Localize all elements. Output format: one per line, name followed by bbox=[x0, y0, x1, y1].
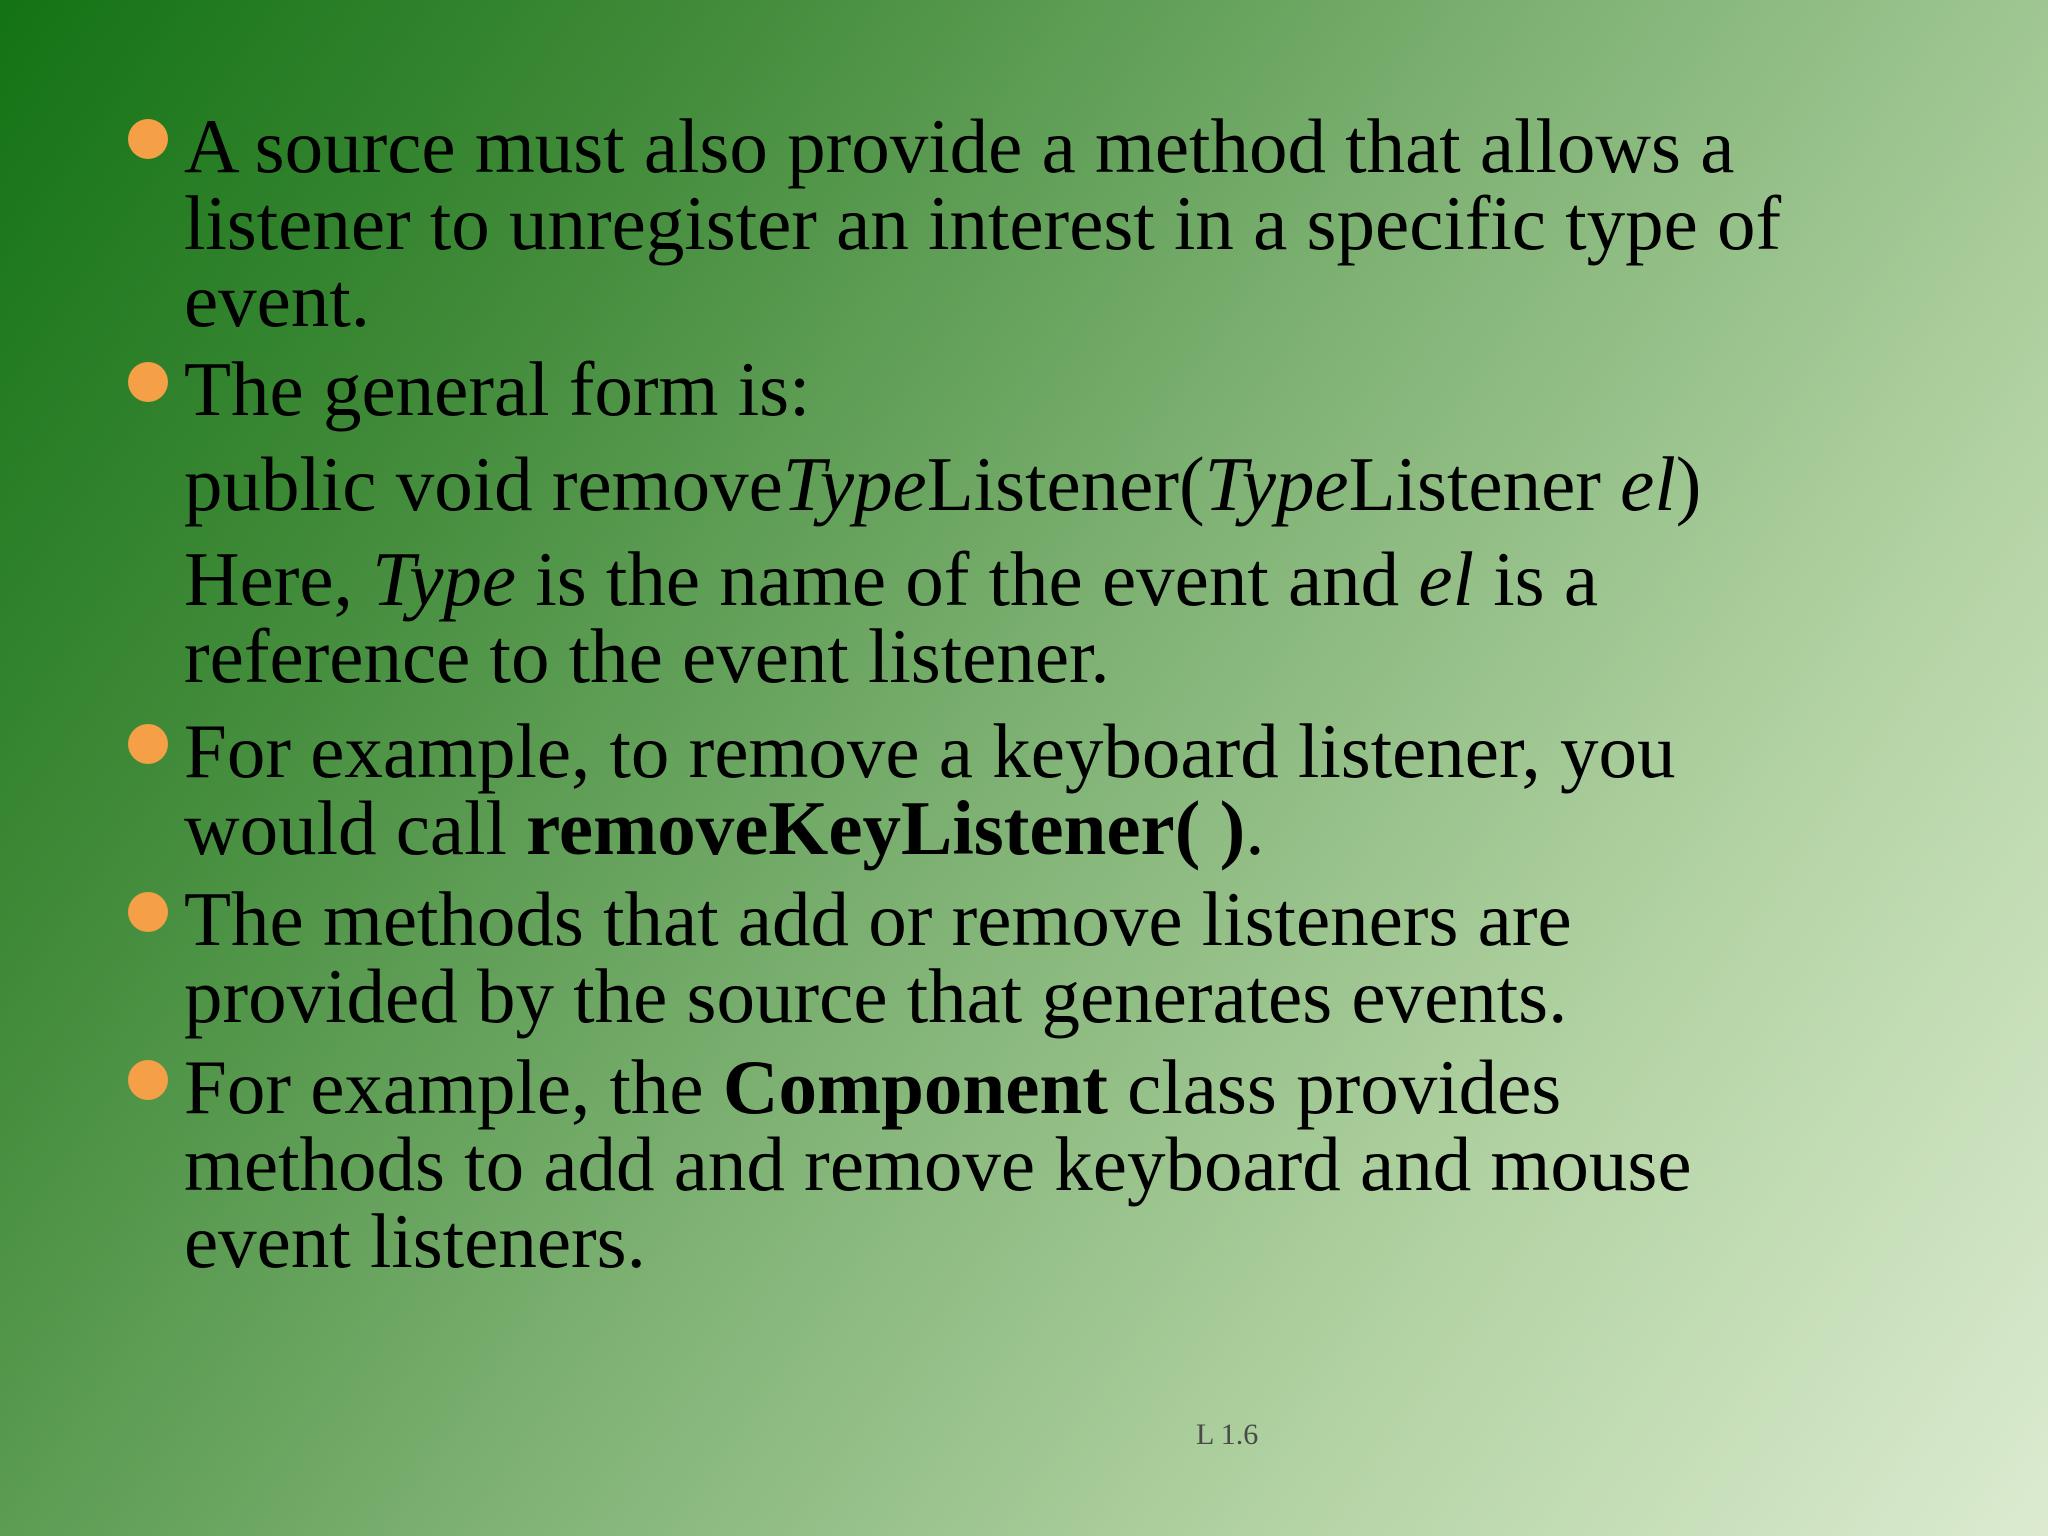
text-line: The general form is: bbox=[184, 346, 811, 432]
code-signature bbox=[184, 441, 2004, 527]
text-line: provided by the source that generates events. bbox=[184, 953, 1568, 1039]
bullet-icon bbox=[128, 1060, 168, 1100]
bullet-icon bbox=[128, 724, 168, 764]
bullet-text bbox=[184, 708, 2004, 871]
bullet-item bbox=[184, 346, 2004, 432]
code-part: Listener bbox=[1348, 441, 1621, 527]
bullet-text bbox=[184, 876, 2004, 1039]
text-part: is the name of the event and bbox=[516, 536, 1419, 622]
text-part: would call bbox=[184, 785, 527, 871]
type-term: Type bbox=[372, 536, 517, 622]
explanation-text bbox=[184, 536, 2004, 699]
code-type: Type bbox=[782, 441, 927, 527]
code-part: ) bbox=[1675, 441, 1702, 527]
text-line: methods to add and remove keyboard and mouse bbox=[184, 1121, 1692, 1207]
slide-number: L 1.6 bbox=[1196, 1418, 1259, 1451]
bullet-item bbox=[184, 708, 2004, 871]
class-name: Component bbox=[722, 1044, 1108, 1130]
bullet-item bbox=[184, 1044, 2004, 1284]
bullet-text bbox=[184, 346, 2004, 432]
text-line: listener to unregister an interest in a specific type of bbox=[184, 180, 1782, 266]
code-type: Type bbox=[1204, 441, 1349, 527]
bullet-icon bbox=[128, 119, 168, 159]
bullet-text bbox=[184, 103, 2004, 343]
method-name: removeKeyListener( ) bbox=[526, 785, 1246, 871]
code-part: public void remove bbox=[184, 441, 783, 527]
text-part: For example, the bbox=[184, 1044, 723, 1130]
text-line: reference to the event listener. bbox=[184, 613, 1110, 699]
bullet-item bbox=[184, 103, 2004, 343]
text-part: class provides bbox=[1107, 1044, 1562, 1130]
el-term: el bbox=[1418, 536, 1474, 622]
bullet-icon bbox=[128, 362, 168, 402]
bullet-icon bbox=[128, 892, 168, 932]
bullet-item bbox=[184, 876, 2004, 1039]
text-part: Here, bbox=[184, 536, 373, 622]
slide-content bbox=[184, 103, 2004, 1284]
bullet-text bbox=[184, 1044, 2004, 1284]
code-param: el bbox=[1620, 441, 1676, 527]
text-part: is a bbox=[1473, 536, 1599, 622]
text-line: For example, to remove a keyboard listener, you bbox=[184, 708, 1676, 794]
text-line: event. bbox=[184, 257, 370, 343]
text-part: . bbox=[1245, 785, 1265, 871]
text-line: A source must also provide a method that allows a bbox=[184, 103, 1735, 189]
text-line: The methods that add or remove listeners are bbox=[184, 876, 1572, 962]
text-line: event listeners. bbox=[184, 1198, 646, 1284]
code-part: Listener( bbox=[926, 441, 1205, 527]
